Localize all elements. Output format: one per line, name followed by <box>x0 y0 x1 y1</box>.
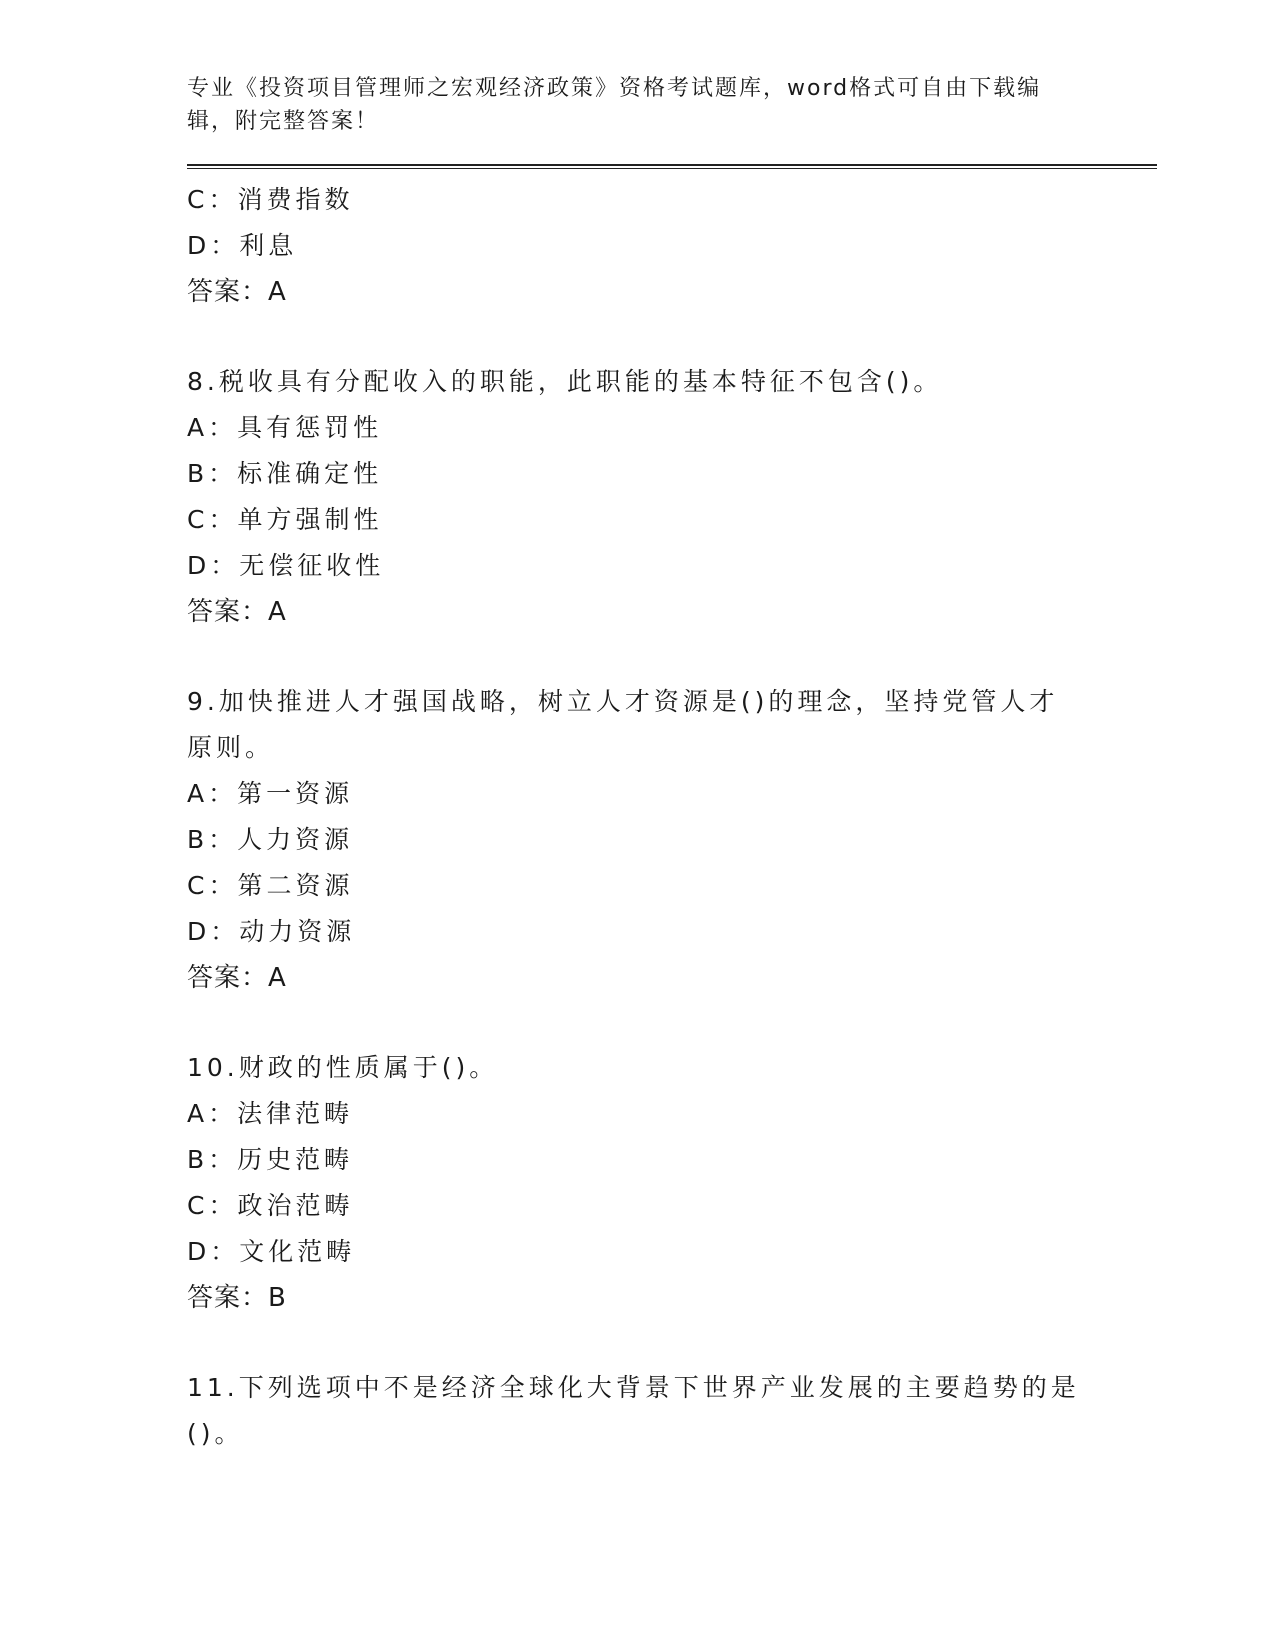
document-header <box>187 72 1067 138</box>
header-line-1: 专业《投资项目管理师之宏观经济政策》资格考试题库，word格式可自由下载编 <box>187 76 1042 101</box>
question-9 <box>187 679 1157 1001</box>
answer-line: 答案：A <box>187 277 287 307</box>
option-b: B：标准确定性 <box>187 459 383 488</box>
header-divider <box>187 164 1157 169</box>
option-a: A：法律范畴 <box>187 1099 354 1128</box>
question-text-line-2: ()。 <box>187 1419 244 1448</box>
answer-line: 答案：B <box>187 1283 287 1313</box>
question-text: 8.税收具有分配收入的职能，此职能的基本特征不包含()。 <box>187 367 943 396</box>
answer-line: 答案：A <box>187 597 287 627</box>
option-d: D：无偿征收性 <box>187 551 385 580</box>
option-c: C：政治范畴 <box>187 1191 354 1220</box>
option-d: D：利息 <box>187 231 298 260</box>
document-page <box>187 72 1157 1457</box>
option-d: D：文化范畴 <box>187 1237 356 1266</box>
option-c: C：第二资源 <box>187 871 354 900</box>
option-c: C：单方强制性 <box>187 505 383 534</box>
question-text: 10.财政的性质属于()。 <box>187 1053 499 1082</box>
question-fragment <box>187 177 1157 315</box>
option-a: A：第一资源 <box>187 779 354 808</box>
option-a: A：具有惩罚性 <box>187 413 383 442</box>
question-11 <box>187 1365 1157 1457</box>
option-c: C：消费指数 <box>187 185 354 214</box>
question-8 <box>187 359 1157 635</box>
option-d: D：动力资源 <box>187 917 356 946</box>
question-text-line-1: 9.加快推进人才强国战略，树立人才资源是()的理念，坚持党管人才 <box>187 687 1059 716</box>
option-b: B：人力资源 <box>187 825 354 854</box>
question-text-line-1: 11.下列选项中不是经济全球化大背景下世界产业发展的主要趋势的是 <box>187 1373 1080 1402</box>
answer-line: 答案：A <box>187 963 287 993</box>
header-line-2: 辑，附完整答案！ <box>187 109 380 134</box>
question-text-line-2: 原则。 <box>187 733 275 762</box>
question-10 <box>187 1045 1157 1321</box>
option-b: B：历史范畴 <box>187 1145 354 1174</box>
